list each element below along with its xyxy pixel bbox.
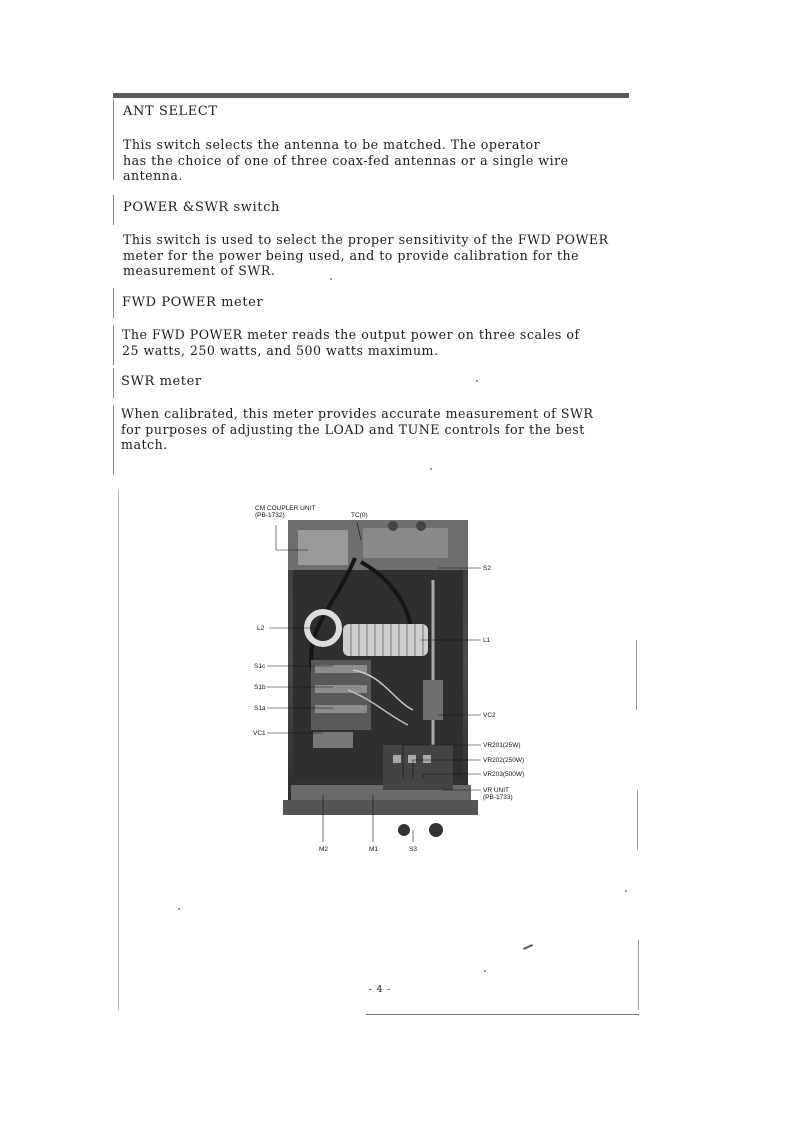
label-cm-coupler-part: (PB-1732) <box>255 512 285 519</box>
margin-line <box>118 490 119 1010</box>
margin-line <box>638 940 639 1010</box>
body-line: has the choice of one of three coax-fed antennas or a single wire <box>123 152 569 168</box>
label-m1: M1 <box>369 846 379 853</box>
label-vr-unit: VR UNIT <box>483 787 509 794</box>
section-body-ant-select <box>123 137 569 184</box>
margin-line <box>636 640 637 710</box>
body-line: antenna. <box>123 168 183 184</box>
margin-line <box>113 195 114 225</box>
section-heading-power-swr: POWER &SWR switch <box>123 200 280 215</box>
label-cm-coupler: CM COUPLER UNIT <box>255 505 316 512</box>
body-line: 25 watts, 250 watts, and 500 watts maximum. <box>122 342 439 358</box>
body-line: When calibrated, this meter provides accurate measurement of SWR <box>121 406 594 421</box>
label-tc: TC(0) <box>351 512 368 519</box>
body-line: meter for the power being used, and to provide calibration for the <box>123 247 580 263</box>
section-body-power-swr <box>123 232 609 279</box>
section-body-fwd-power <box>122 327 580 358</box>
bottom-rule <box>366 1014 639 1015</box>
interior-photo-figure <box>243 500 543 860</box>
margin-line <box>637 790 638 850</box>
body-line: The FWD POWER meter reads the output power on three scales of <box>122 327 580 342</box>
label-s1a: S1a <box>254 705 266 712</box>
margin-line <box>113 405 114 475</box>
label-s3: S3 <box>409 846 417 853</box>
label-vr202: VR202(250W) <box>483 757 525 764</box>
scan-speck <box>476 380 478 382</box>
label-s2: S2 <box>483 565 491 572</box>
body-line: for purposes of adjusting the LOAD and TUNE controls for the best <box>121 421 585 437</box>
section-heading-fwd-power: FWD POWER meter <box>122 295 264 310</box>
body-line: match. <box>121 437 168 453</box>
scan-speck <box>178 908 180 910</box>
vr-unit <box>383 745 453 790</box>
margin-line <box>113 288 114 318</box>
label-vc2: VC2 <box>483 712 496 719</box>
label-vc1: VC1 <box>253 730 266 737</box>
label-s1b: S1b <box>254 684 266 691</box>
margin-line <box>113 368 114 398</box>
scan-speck <box>484 970 486 972</box>
page-number: - 4 - <box>368 985 392 995</box>
scan-speck <box>430 468 432 470</box>
body-line: measurement of SWR. <box>123 263 276 279</box>
margin-line <box>113 325 114 365</box>
label-m2: M2 <box>319 846 329 853</box>
label-l1: L1 <box>483 637 491 644</box>
body-line: This switch selects the antenna to be matched. The operator <box>123 137 541 152</box>
margin-line <box>113 100 114 180</box>
label-vr203: VR203(500W) <box>483 771 525 778</box>
top-rule <box>113 93 629 98</box>
coil-l1 <box>343 624 428 656</box>
body-line: This switch is used to select the proper sensitivity of the FWD POWER <box>123 232 609 247</box>
label-s1c: S1c <box>254 663 266 670</box>
section-body-swr-meter <box>121 406 593 453</box>
label-l2: L2 <box>257 625 265 632</box>
label-vr-unit-part: (PB-1733) <box>483 794 513 801</box>
section-heading-ant-select: ANT SELECT <box>123 104 218 119</box>
label-vr201: VR201(25W) <box>483 742 521 749</box>
section-heading-swr-meter: SWR meter <box>121 374 202 389</box>
scan-speck <box>523 944 533 950</box>
scan-speck <box>625 890 627 892</box>
